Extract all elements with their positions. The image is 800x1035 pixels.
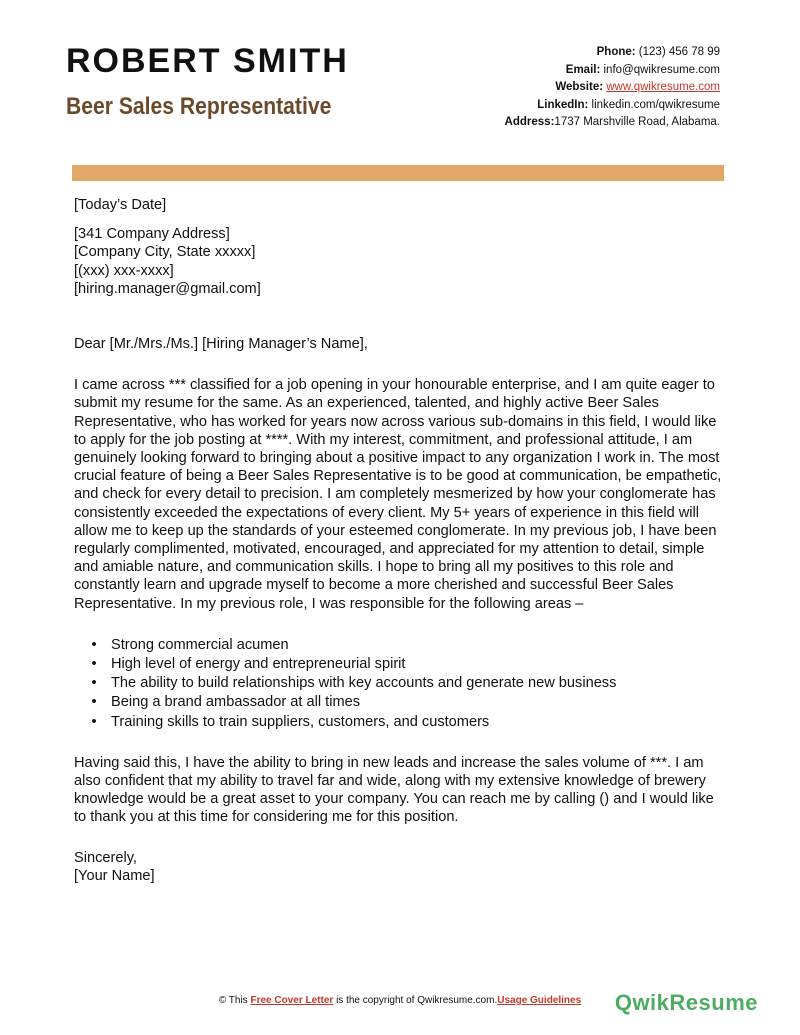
salutation: Dear [Mr./Mrs./Ms.] [Hiring Manager’s Name], [74, 336, 368, 353]
recipient-city: [Company City, State xxxxx] [74, 244, 256, 261]
list-item: • Being a brand ambassador at all times [74, 693, 724, 712]
linkedin-line: LinkedIn: linkedin.com/qwikresume [537, 98, 720, 111]
address-value: 1737 Marshville Road, Alabama. [554, 116, 720, 129]
recipient-block [74, 225, 724, 298]
phone-label: Phone [596, 46, 632, 58]
letter-body [74, 196, 724, 885]
closing: Sincerely, [74, 849, 137, 866]
bullet-icon: • [91, 694, 97, 711]
signature-name: [Your Name] [74, 867, 155, 884]
accent-divider [72, 165, 724, 181]
bullet-icon: • [91, 656, 97, 673]
recipient-address: [341 Company Address] [74, 226, 230, 243]
linkedin-value[interactable]: linkedin.com/qwikresume [591, 98, 720, 111]
usage-guidelines-link[interactable]: Usage Guidelines [497, 995, 582, 1006]
bullet-icon: • [91, 713, 97, 730]
copyright-middle: is the copyright of Qwikresume.com. [336, 995, 498, 1006]
address-line: Address:1737 Marshville Road, Alabama. [504, 116, 720, 129]
qwikresume-logo: QwikResume [614, 990, 758, 1015]
copyright-text: © This [218, 995, 248, 1006]
bullet-icon: • [91, 636, 97, 653]
phone-line: Phone: (123) 456 78 99 [596, 46, 720, 58]
email-label: Email [565, 63, 597, 76]
address-label: Address [504, 116, 551, 129]
list-item: • The ability to build relationships with key accounts and generate new business [74, 674, 724, 693]
email-value[interactable]: info@qwikresume.com [603, 63, 720, 76]
letter-date: [Today’s Date] [74, 197, 167, 213]
website-line: Website: www.qwikresume.com [555, 81, 720, 94]
body-paragraph-1: I came across *** classified for a job opening in your honourable enterprise, and I am quite eager to submit my resume for the same. As an experienced, talented, and highly active Beer Sales Representative, who has worked for years now across various sub-domains in this field, I would like to apply for the job posting at ****. With my interest, commitment, and professional attitude, I am genuinely looking forward to bringing about a positive impact to any organization I work in. The most crucial feature of being a Beer Sales Representative is to be good at communication, be empathetic, and check for every detail to precision. I am completely mesmerized by how your conglomerate has consistently exceeded the expectations of every client. My 5+ years of experience in this field will allow me to keep up the standards of your esteemed conglomerate. In my previous job, I have been regularly complimented, motivated, encouraged, and appreciated for my attention to detail, simple and amiable nature, and communication skills. I hope to bring all my positives to this role and constantly learn and upgrade myself to become a more cherished and successful Beer Sales Representative. In my previous role, I was responsible for the following areas – [74, 377, 722, 612]
website-link[interactable]: www.qwikresume.com [606, 81, 720, 94]
website-label: Website [555, 81, 600, 94]
job-title: Beer Sales Representative [66, 93, 332, 120]
contact-block [505, 44, 720, 132]
linkedin-label: LinkedIn [537, 98, 585, 111]
recipient-email: [hiring.manager@gmail.com] [74, 280, 261, 297]
recipient-phone: [(xxx) xxx-xxxx] [74, 262, 174, 279]
list-item: • Training skills to train suppliers, customers, and customers [74, 713, 724, 732]
free-cover-letter-link[interactable]: Free Cover Letter [250, 995, 334, 1006]
body-paragraph-2: Having said this, I have the ability to bring in new leads and increase the sales volume of ***. I am also confident that my ability to travel far and wide, along with my extensive knowledge of brewery knowledge would be a great asset to your company. You can reach me by calling () and I would like to thank you at this time for considering me for this position. [74, 754, 714, 826]
email-line: Email: info@qwikresume.com [565, 63, 720, 76]
responsibilities-list [74, 636, 724, 732]
list-item: • High level of energy and entrepreneurial spirit [74, 655, 724, 674]
list-item: • Strong commercial acumen [74, 636, 724, 655]
phone-value: (123) 456 78 99 [638, 46, 720, 58]
applicant-name: ROBERT SMITH [66, 42, 349, 80]
bullet-icon: • [91, 675, 97, 692]
